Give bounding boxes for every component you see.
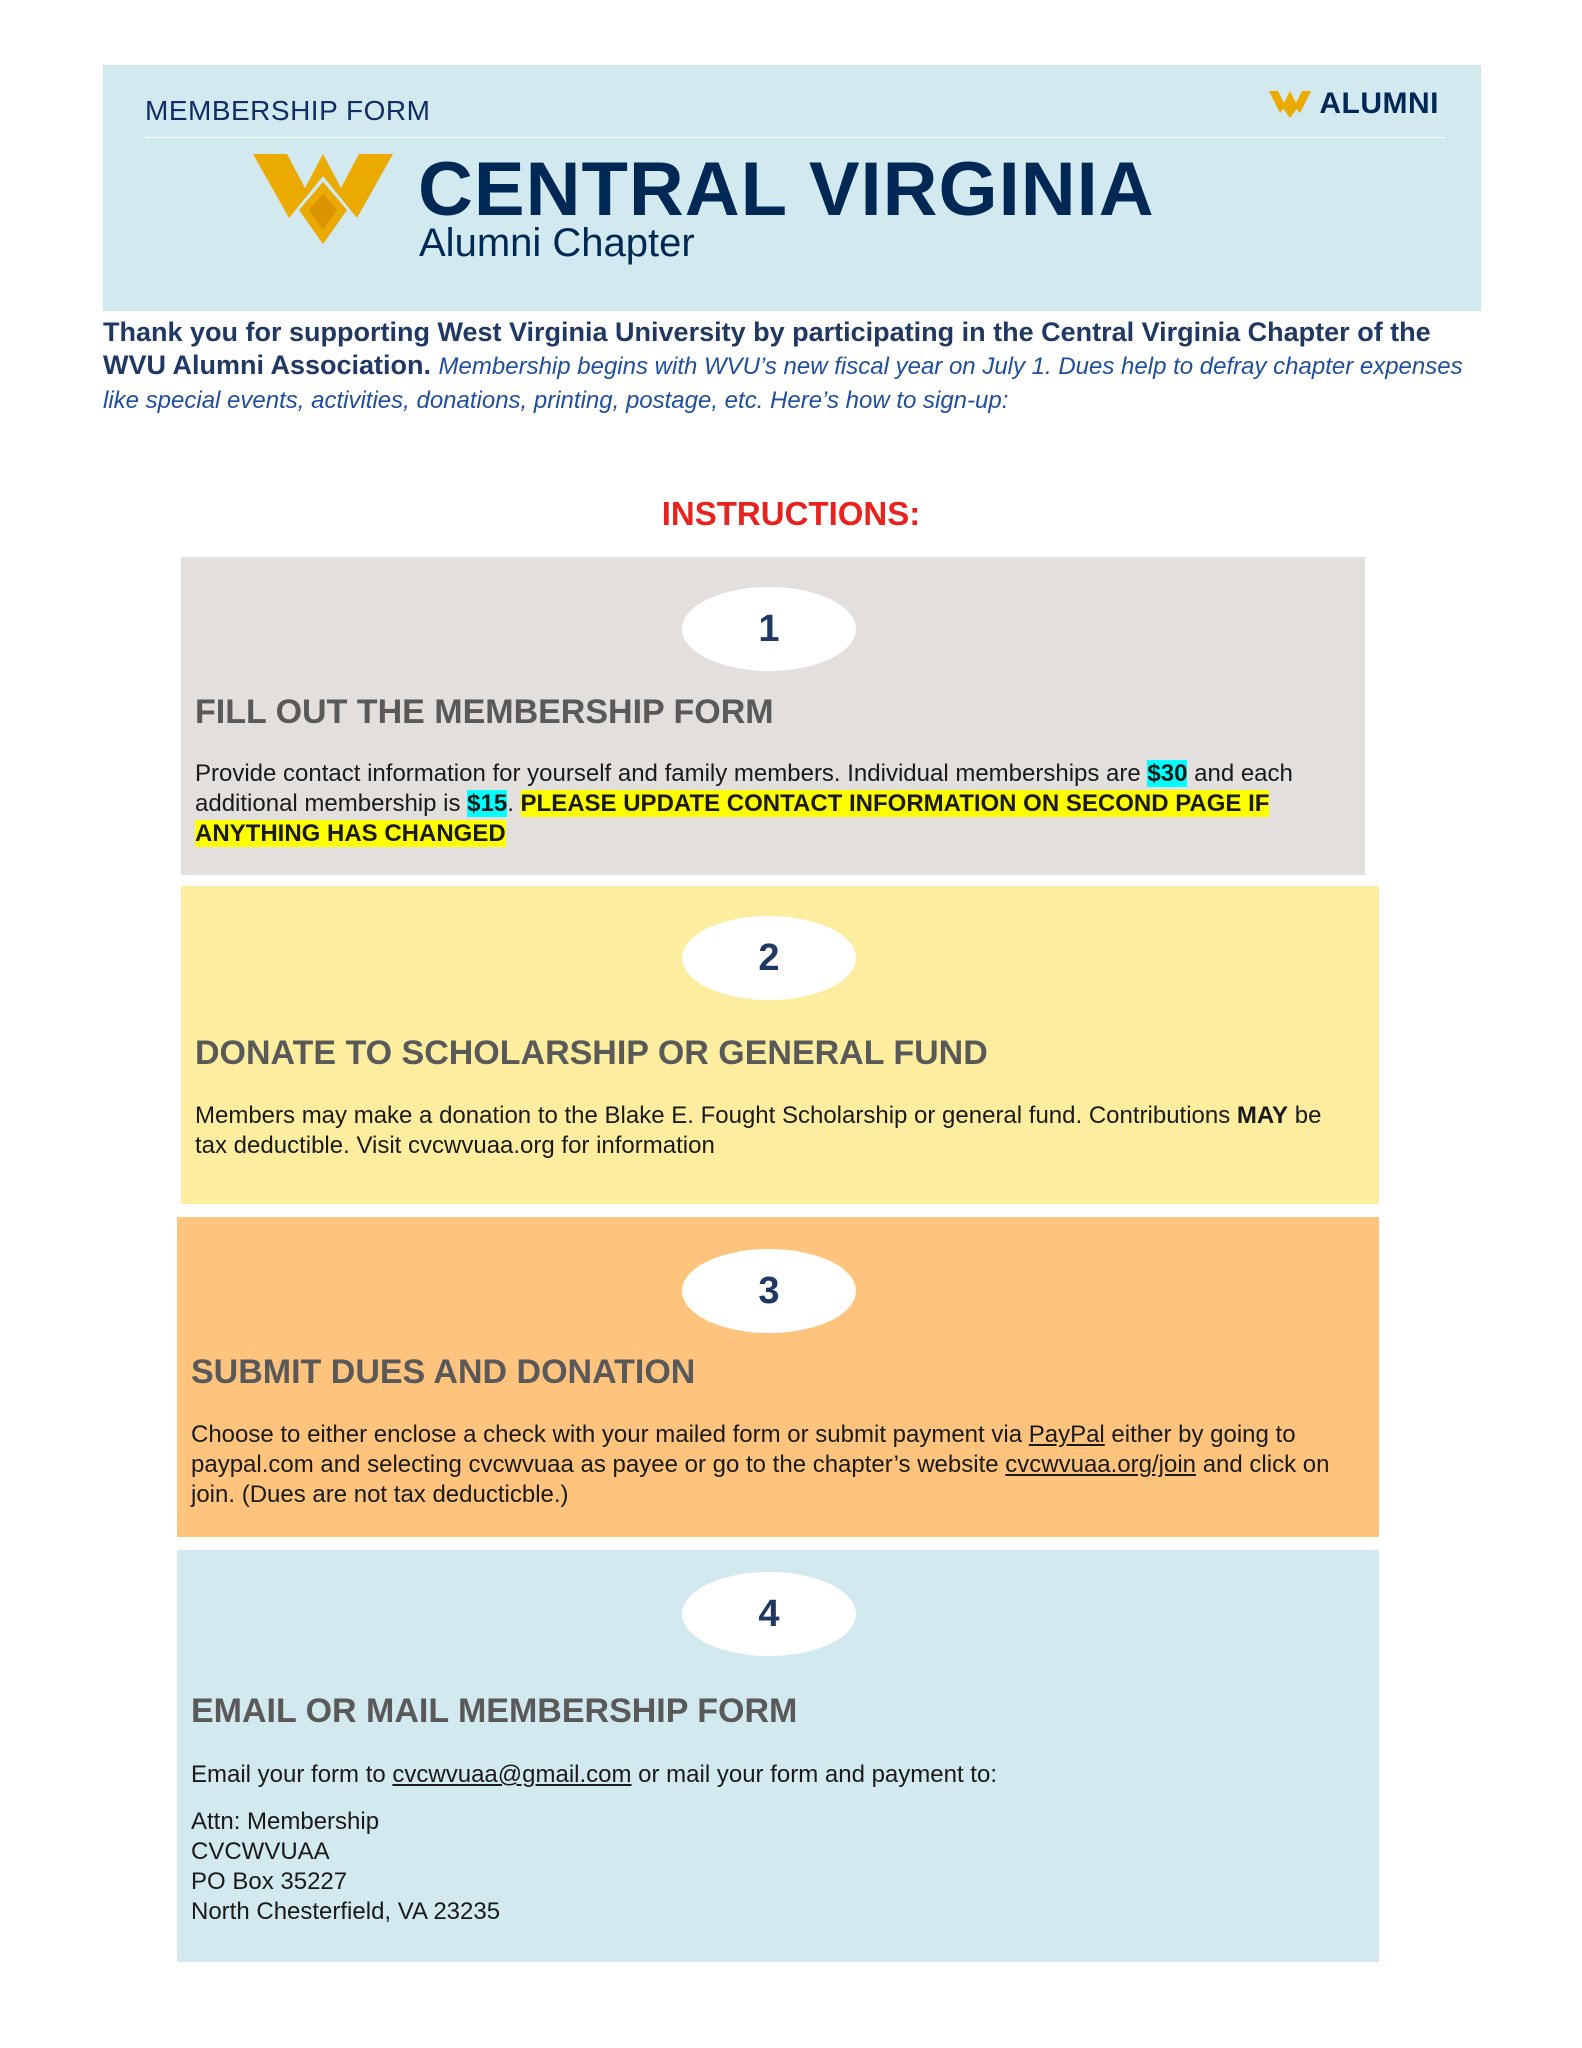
chapter-name: CENTRAL VIRGINIA [418,147,1155,232]
step-text: or mail your form and payment to: [631,1761,997,1788]
step-text: and click on join. (Dues are not tax deducticble.) [191,1451,1330,1508]
step-text: . [507,790,521,817]
header-divider [145,137,1445,138]
step-number-badge: 1 [682,587,856,671]
step-number-badge: 2 [682,916,856,1000]
join-link[interactable]: cvcwvuaa.org/join [1005,1451,1197,1478]
step-4-panel [177,1550,1379,1962]
step-text: Email your form to [191,1761,393,1788]
intro-bold-text: Thank you for supporting West Virginia University by participating in the Central Virginia Chapter of the WVU Alumni Association. [103,317,1431,380]
wv-flying-logo-icon [253,148,393,248]
instructions-title: INSTRUCTIONS: [661,495,921,532]
step-heading: EMAIL OR MAIL MEMBERSHIP FORM [191,1692,798,1730]
step-text: Choose to either enclose a check with your mailed form or submit payment via [191,1421,1029,1448]
step-body [195,1101,1345,1161]
email-link[interactable]: cvcwvuaa@gmail.com [392,1761,632,1788]
step-heading: FILL OUT THE MEMBERSHIP FORM [195,693,774,731]
wv-small-icon [1269,89,1311,119]
step-text: either by going to paypal.com and selecting cvcwvuaa as payee or go to the chapter’s website [191,1421,1296,1478]
individual-price: $30 [1147,760,1188,787]
step-text: Members may make a donation to the Blake E. Fought Scholarship or general fund. Contributions [195,1102,1237,1129]
alumni-logo-text: ALUMNI [1319,87,1439,120]
mailing-address [191,1807,791,1927]
step-body [191,1760,1371,1790]
update-contact-notice: PLEASE UPDATE CONTACT INFORMATION ON SECOND PAGE IF ANYTHING HAS CHANGED [195,790,1270,847]
address-line: North Chesterfield, VA 23235 [191,1898,501,1925]
intro-italic-text: Membership begins with WVU’s new fiscal year on July 1. Dues help to defray chapter expenses like special events, activities, donations, printing, postage, etc. Here’s how to sign-up: [103,353,1463,414]
address-line: CVCWVUAA [191,1838,330,1865]
paypal-link[interactable]: PayPal [1028,1421,1105,1448]
step-number-badge: 4 [682,1572,856,1656]
step-body [195,759,1345,849]
step-heading: SUBMIT DUES AND DONATION [191,1353,696,1391]
header-banner [103,65,1481,311]
chapter-subtitle: Alumni Chapter [419,221,695,265]
address-line: PO Box 35227 [191,1868,348,1895]
address-line: Attn: Membership [191,1808,380,1835]
additional-price: $15 [467,790,508,817]
step-number-badge: 3 [682,1249,856,1333]
step-text: and each additional membership is [195,760,1293,817]
alumni-logo [1269,87,1439,121]
may-emphasis: MAY [1236,1102,1289,1129]
intro-paragraph [103,316,1481,417]
step-3-panel [177,1217,1379,1537]
step-2-panel [181,886,1379,1204]
step-heading: DONATE TO SCHOLARSHIP OR GENERAL FUND [195,1034,988,1072]
form-title: MEMBERSHIP FORM [145,95,431,126]
step-1-panel [181,557,1365,875]
step-body [191,1420,1371,1510]
step-text: Provide contact information for yourself and family members. Individual memberships are [195,760,1148,787]
step-text: be tax deductible. Visit cvcwvuaa.org for information [195,1102,1322,1159]
